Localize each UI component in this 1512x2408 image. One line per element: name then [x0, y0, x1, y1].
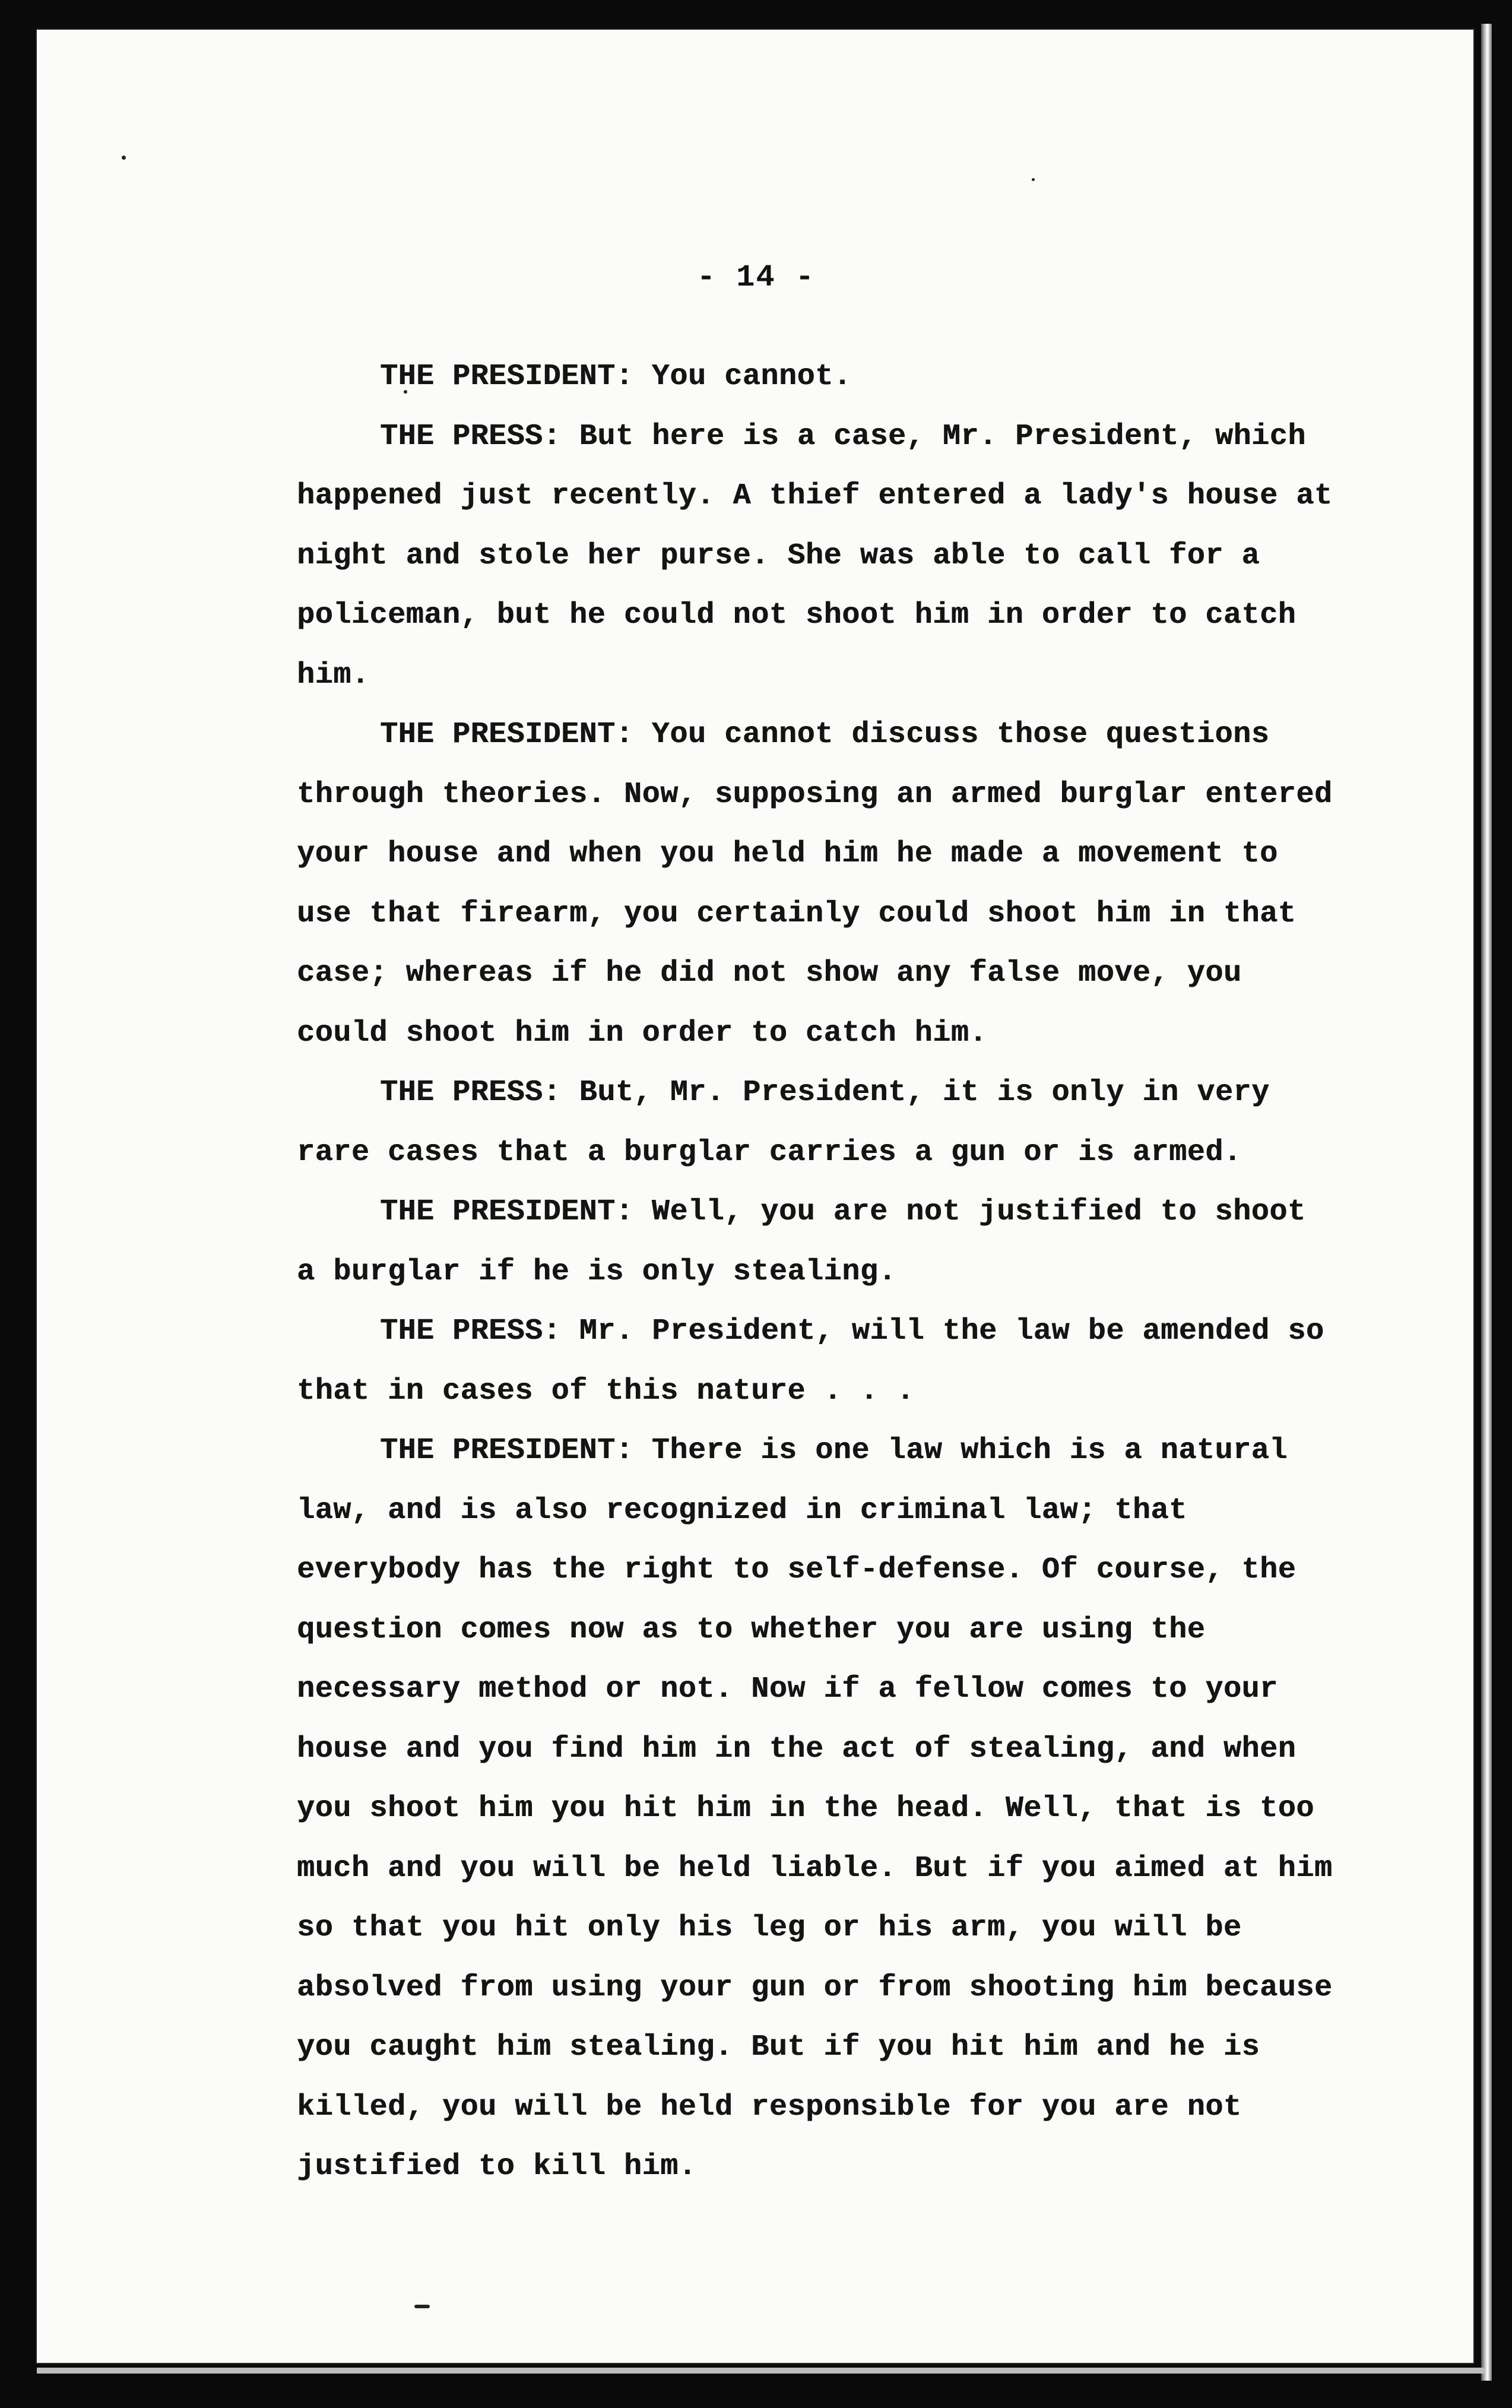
- paragraph-text: There is one law which is a natural law, and is also recognized in criminal law; that everybody has the right to self-defense. Of course, the question comes now as to whether you are using the necessary method or not. Now if a fellow comes to your house and you find him in the act of stealing, and when you shoot him you hit him in the head. Well, that is too much and you will be held liable. But if you aimed at him so that you hit only his leg or his arm, you will be absolved from using your gun or from shooting him because you caught him stealing. But if you hit him and he is killed, you will be held responsible for you are not justified to kill him.: [297, 1434, 1333, 2184]
- paragraph-text: But here is a case, Mr. President, which happened just recently. A thief entered a lady's house at night and stole her purse. She was able to call for a policeman, but he could not shoot him in order to catch him.: [297, 419, 1333, 692]
- speaker-label: THE PRESS:: [380, 419, 562, 454]
- paragraph-text: But, Mr. President, it is only in very rare cases that a burglar carries a gun or is armed.: [297, 1076, 1270, 1170]
- paragraph: [297, 1183, 1342, 1302]
- speaker-label: THE PRESIDENT:: [380, 718, 634, 752]
- transcript-body: [297, 347, 1342, 2197]
- page-edge-bottom: [37, 2368, 1485, 2374]
- speaker-label: THE PRESIDENT:: [380, 1434, 634, 1468]
- page-number: - 14 -: [696, 260, 816, 295]
- paragraph: [297, 1421, 1342, 2197]
- paragraph: [297, 407, 1342, 706]
- paragraph-text: You cannot discuss those questions through theories. Now, supposing an armed burglar entered your house and when you held him he made a movement to use that firearm, you certainly could shoot him in that case; whereas if he did not show any false move, you could shoot him in order to catch him.: [297, 718, 1333, 1050]
- page-edge-right: [1481, 24, 1492, 2381]
- paragraph: [297, 705, 1342, 1063]
- speaker-label: THE PRESS:: [380, 1076, 562, 1110]
- paragraph-text: Well, you are not justified to shoot a burglar if he is only stealing.: [297, 1195, 1306, 1289]
- paragraph-text: Mr. President, will the law be amended so that in cases of this nature . . .: [297, 1314, 1324, 1408]
- paragraph: [297, 1063, 1342, 1183]
- speaker-label: THE PRESS:: [380, 1314, 562, 1348]
- paragraph: [297, 1302, 1342, 1421]
- speaker-label: THE PRESIDENT:: [380, 360, 634, 394]
- scan-speck: [1032, 178, 1035, 181]
- paragraph: [297, 347, 1342, 407]
- paragraph-text: You cannot.: [633, 360, 852, 394]
- scan-speck: [414, 2305, 430, 2308]
- speaker-label: THE PRESIDENT:: [380, 1195, 634, 1229]
- scan-speck: [122, 156, 126, 160]
